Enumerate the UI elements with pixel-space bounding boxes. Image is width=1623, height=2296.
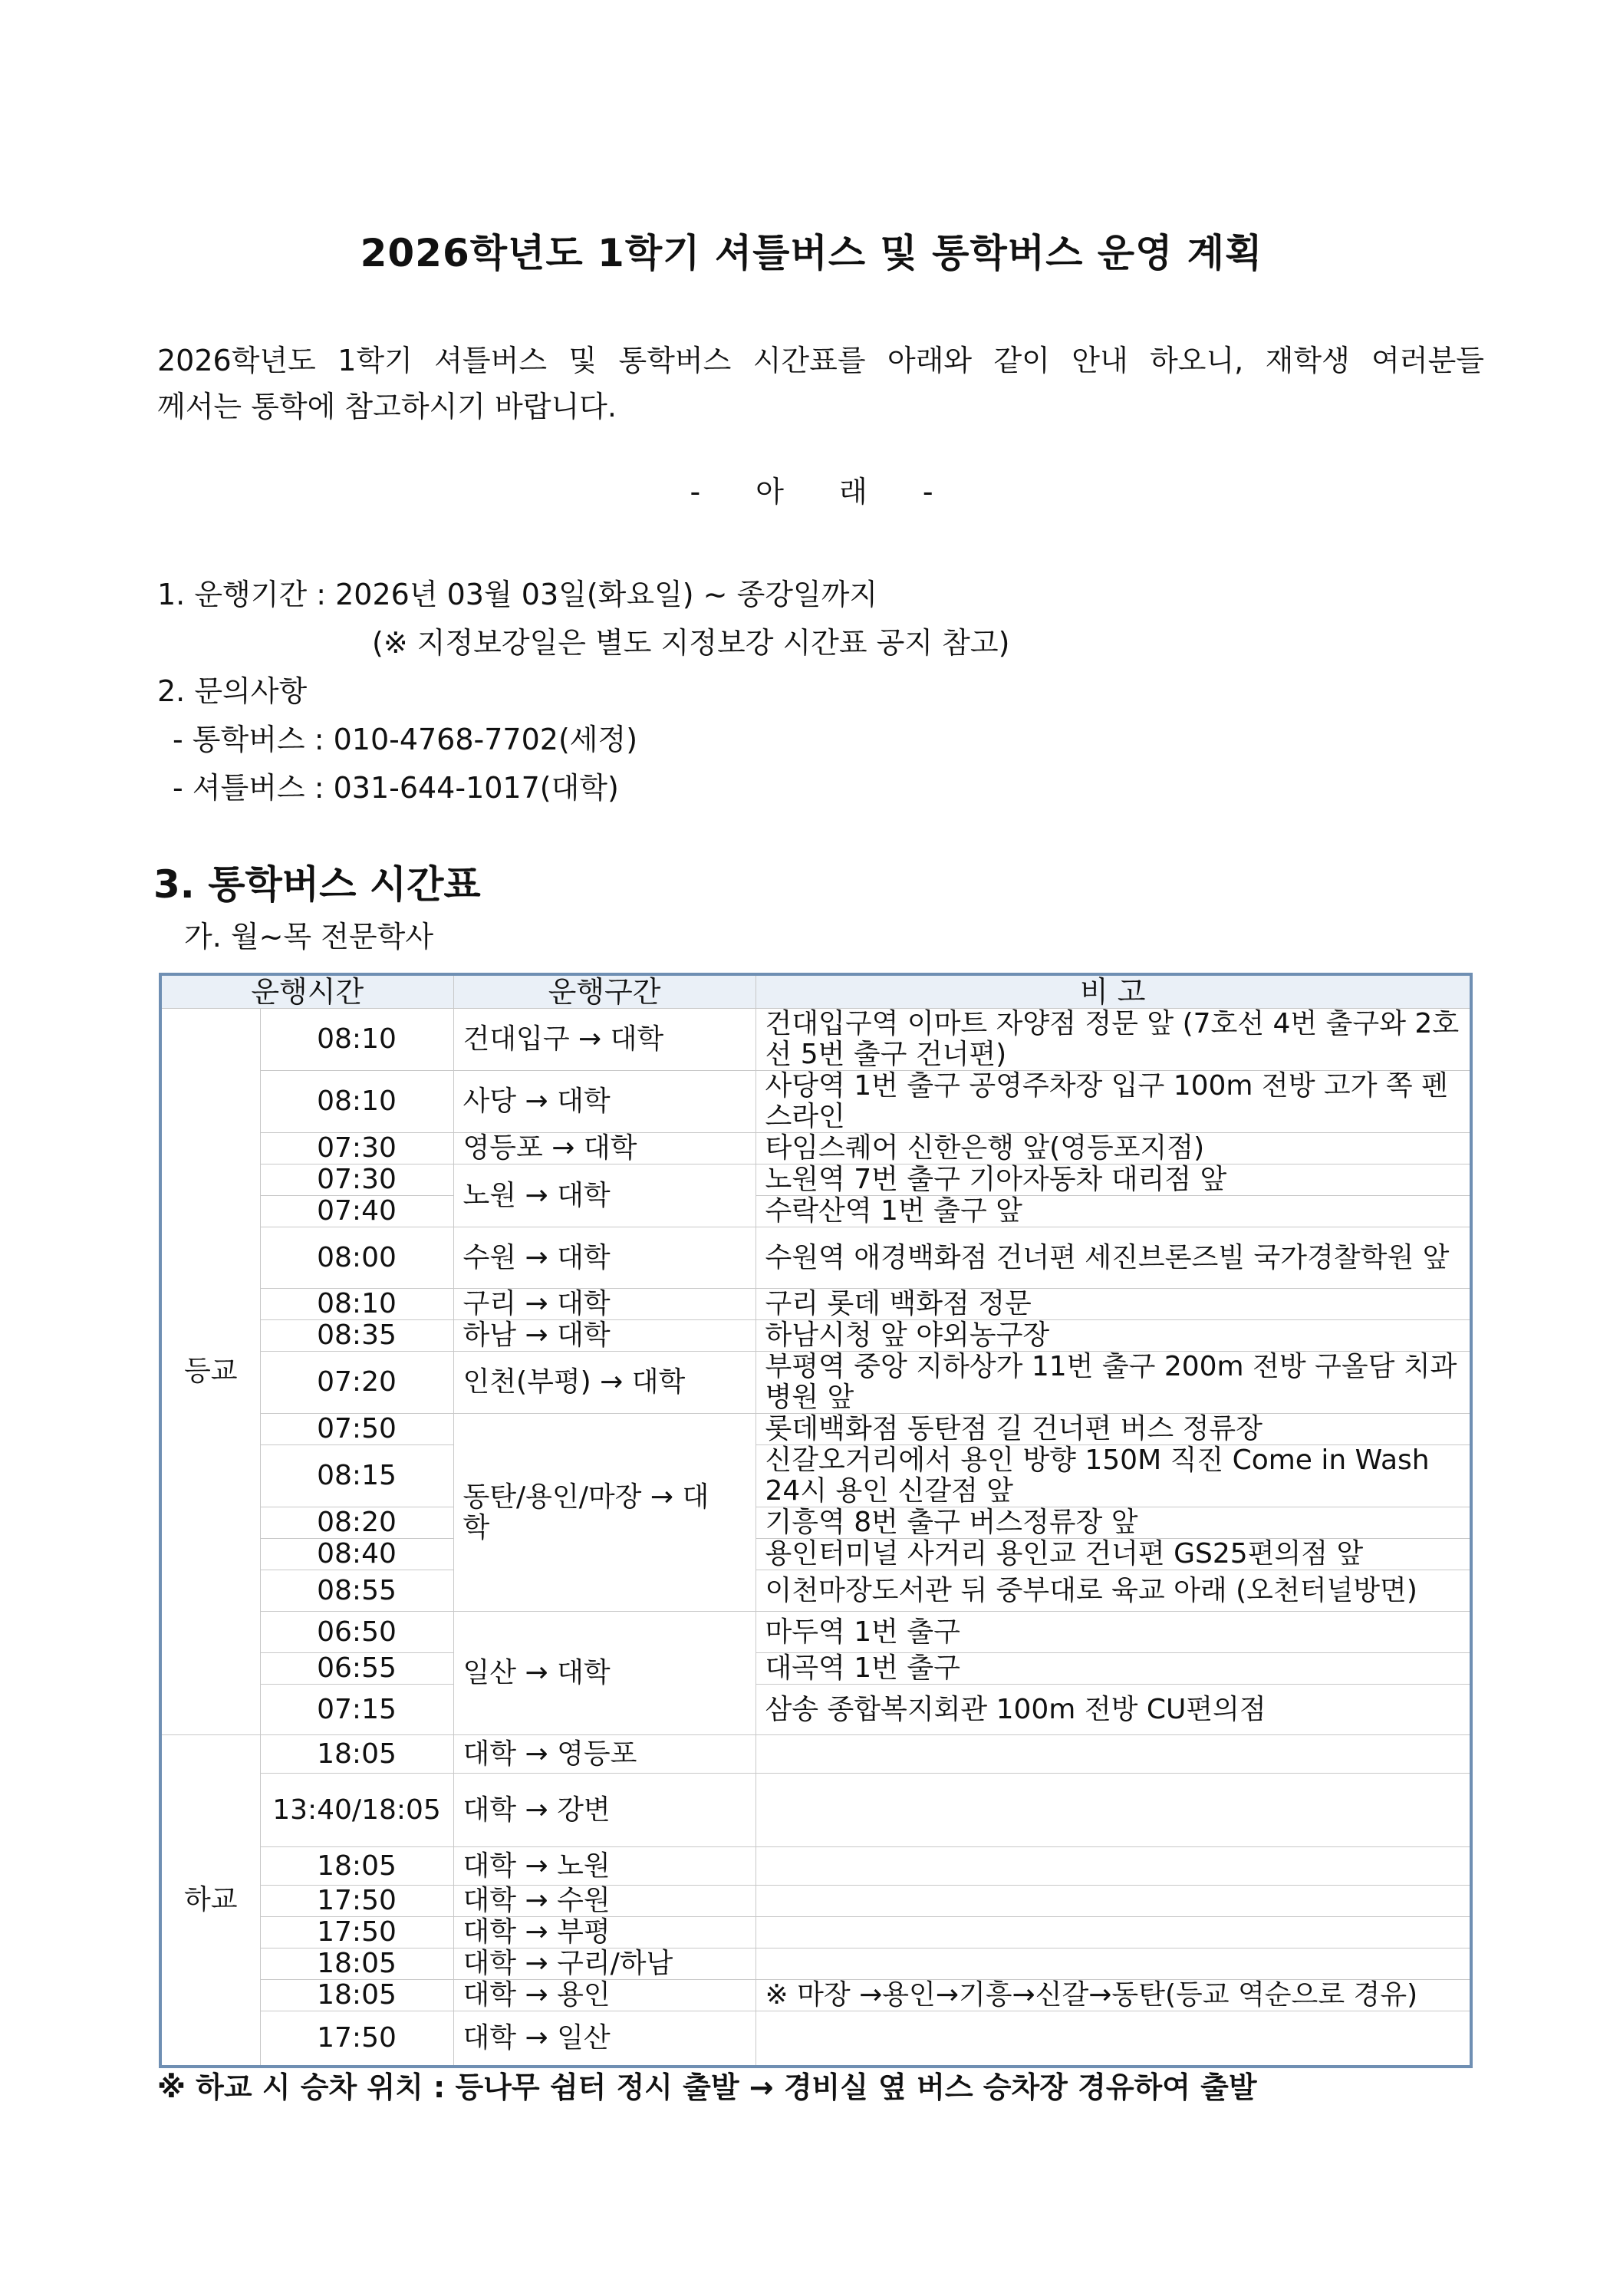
time-cell: 08:00 (260, 1227, 453, 1289)
note-cell: 신갈오거리에서 용인 방향 150M 직진 Come in Wash 24시 용인 신갈점 앞 (756, 1445, 1471, 1507)
route-cell: 동탄/용인/마장 → 대학 (453, 1414, 756, 1612)
intro-text-line-1: 2026학년도 1학기 셔틀버스 및 통학버스 시간표를 아래와 같이 안내 하오니, 재학생 여러분들 (157, 344, 1484, 377)
route-cell: 일산 → 대학 (453, 1612, 756, 1735)
route-cell: 대학 → 노원 (453, 1847, 756, 1886)
table-row (160, 1980, 1471, 2011)
time-cell: 08:10 (260, 1071, 453, 1133)
route-cell: 사당 → 대학 (453, 1071, 756, 1133)
table-row (160, 1539, 1471, 1570)
note-cell: 타임스퀘어 신한은행 앞(영등포지점) (756, 1133, 1471, 1164)
table-row (160, 1352, 1471, 1414)
table-row (160, 1164, 1471, 1196)
note-cell (756, 1774, 1471, 1847)
time-cell: 08:10 (260, 1289, 453, 1320)
table-row (160, 1289, 1471, 1320)
time-cell: 18:05 (260, 1980, 453, 2011)
table-row (160, 2011, 1471, 2067)
route-cell: 대학 → 일산 (453, 2011, 756, 2067)
table-row (160, 1071, 1471, 1133)
note-cell: 이천마장도서관 뒤 중부대로 육교 아래 (오천터널방면) (756, 1570, 1471, 1612)
time-cell: 08:35 (260, 1320, 453, 1352)
note-cell (756, 2011, 1471, 2067)
note-cell: 기흥역 8번 출구 버스정류장 앞 (756, 1507, 1471, 1539)
time-cell: 13:40/18:05 (260, 1774, 453, 1847)
section-title: 3. 통학버스 시간표 (153, 862, 481, 907)
operation-period: 1. 운행기간 : 2026년 03월 03일(화요일) ~ 종강일까지 (157, 578, 878, 611)
note-cell: 마두역 1번 출구 (756, 1612, 1471, 1653)
table-row (160, 1653, 1471, 1685)
time-cell: 06:55 (260, 1653, 453, 1685)
time-cell: 06:50 (260, 1612, 453, 1653)
table-row (160, 1735, 1471, 1774)
route-cell: 인천(부평) → 대학 (453, 1352, 756, 1414)
table-row (160, 1847, 1471, 1886)
time-cell: 18:05 (260, 1735, 453, 1774)
note-cell (756, 1948, 1471, 1980)
note-cell: ※ 마장 →용인→기흥→신갈→동탄(등교 역순으로 경유) (756, 1980, 1471, 2011)
time-cell: 08:20 (260, 1507, 453, 1539)
route-cell: 수원 → 대학 (453, 1227, 756, 1289)
route-cell: 대학 → 구리/하남 (453, 1948, 756, 1980)
note-cell: 대곡역 1번 출구 (756, 1653, 1471, 1685)
note-cell: 수락산역 1번 출구 앞 (756, 1196, 1471, 1227)
table-row (160, 1133, 1471, 1164)
below-note: - 아 래 - (690, 475, 933, 509)
table-row (160, 1570, 1471, 1612)
header-route: 운행구간 (453, 974, 756, 1009)
operation-period-note: (※ 지정보강일은 별도 지정보강 시간표 공지 참고) (372, 626, 1010, 660)
table-row (160, 1320, 1471, 1352)
note-cell (756, 1886, 1471, 1917)
time-cell: 07:20 (260, 1352, 453, 1414)
note-cell: 사당역 1번 출구 공영주차장 입구 100m 전방 고가 쪽 펜스라인 (756, 1071, 1471, 1133)
table-row (160, 1507, 1471, 1539)
table-row (160, 1009, 1471, 1071)
table-row (160, 1445, 1471, 1507)
inquiry-shuttle-bus: - 셔틀버스 : 031-644-1017(대학) (173, 771, 619, 805)
table-row (160, 1886, 1471, 1917)
time-cell: 17:50 (260, 1917, 453, 1948)
intro-text-line-2: 께서는 통학에 참고하시기 바랍니다. (157, 390, 617, 423)
route-cell: 대학 → 수원 (453, 1886, 756, 1917)
route-cell: 대학 → 부평 (453, 1917, 756, 1948)
note-cell (756, 1735, 1471, 1774)
inquiry-commute-bus: - 통학버스 : 010-4768-7702(세정) (173, 723, 638, 756)
note-cell (756, 1917, 1471, 1948)
group-evening: 하교 (160, 1735, 260, 2067)
document-title: 2026학년도 1학기 셔틀버스 및 통학버스 운영 계획 (360, 231, 1263, 275)
route-cell: 대학 → 강변 (453, 1774, 756, 1847)
time-cell: 18:05 (260, 1847, 453, 1886)
header-time: 운행시간 (160, 974, 453, 1009)
inquiry-heading: 2. 문의사항 (157, 674, 308, 708)
table-header-row (160, 974, 1471, 1009)
boarding-location-note: ※ 하교 시 승차 위치 : 등나무 쉼터 정시 출발 → 경비실 옆 버스 승차장 경유하여 출발 (157, 2070, 1257, 2104)
note-cell: 노원역 7번 출구 기아자동차 대리점 앞 (756, 1164, 1471, 1196)
time-cell: 08:40 (260, 1539, 453, 1570)
group-morning: 등교 (160, 1009, 260, 1735)
table-row (160, 1774, 1471, 1847)
note-cell: 구리 롯데 백화점 정문 (756, 1289, 1471, 1320)
header-note: 비 고 (756, 974, 1471, 1009)
time-cell: 08:10 (260, 1009, 453, 1071)
sub-title: 가. 월~목 전문학사 (184, 920, 434, 954)
note-cell: 하남시청 앞 야외농구장 (756, 1320, 1471, 1352)
time-cell: 17:50 (260, 2011, 453, 2067)
route-cell: 건대입구 → 대학 (453, 1009, 756, 1071)
route-cell: 하남 → 대학 (453, 1320, 756, 1352)
time-cell: 07:30 (260, 1164, 453, 1196)
note-cell (756, 1847, 1471, 1886)
time-cell: 17:50 (260, 1886, 453, 1917)
note-cell: 용인터미널 사거리 용인교 건너편 GS25편의점 앞 (756, 1539, 1471, 1570)
note-cell: 삼송 종합복지회관 100m 전방 CU편의점 (756, 1685, 1471, 1735)
bus-schedule-table (159, 973, 1473, 2068)
route-cell: 대학 → 영등포 (453, 1735, 756, 1774)
note-cell: 건대입구역 이마트 자양점 정문 앞 (7호선 4번 출구와 2호선 5번 출구 건너편) (756, 1009, 1471, 1071)
table-row (160, 1414, 1471, 1445)
route-cell: 대학 → 용인 (453, 1980, 756, 2011)
note-cell: 부평역 중앙 지하상가 11번 출구 200m 전방 구올담 치과병원 앞 (756, 1352, 1471, 1414)
table-row (160, 1948, 1471, 1980)
time-cell: 07:40 (260, 1196, 453, 1227)
route-cell: 노원 → 대학 (453, 1164, 756, 1227)
time-cell: 07:50 (260, 1414, 453, 1445)
time-cell: 08:15 (260, 1445, 453, 1507)
table-row (160, 1612, 1471, 1653)
route-cell: 영등포 → 대학 (453, 1133, 756, 1164)
time-cell: 07:30 (260, 1133, 453, 1164)
time-cell: 07:15 (260, 1685, 453, 1735)
table-row (160, 1685, 1471, 1735)
table-row (160, 1917, 1471, 1948)
time-cell: 08:55 (260, 1570, 453, 1612)
table-row (160, 1227, 1471, 1289)
note-cell: 수원역 애경백화점 건너편 세진브론즈빌 국가경찰학원 앞 (756, 1227, 1471, 1289)
route-cell: 구리 → 대학 (453, 1289, 756, 1320)
time-cell: 18:05 (260, 1948, 453, 1980)
note-cell: 롯데백화점 동탄점 길 건너편 버스 정류장 (756, 1414, 1471, 1445)
table-row (160, 1196, 1471, 1227)
